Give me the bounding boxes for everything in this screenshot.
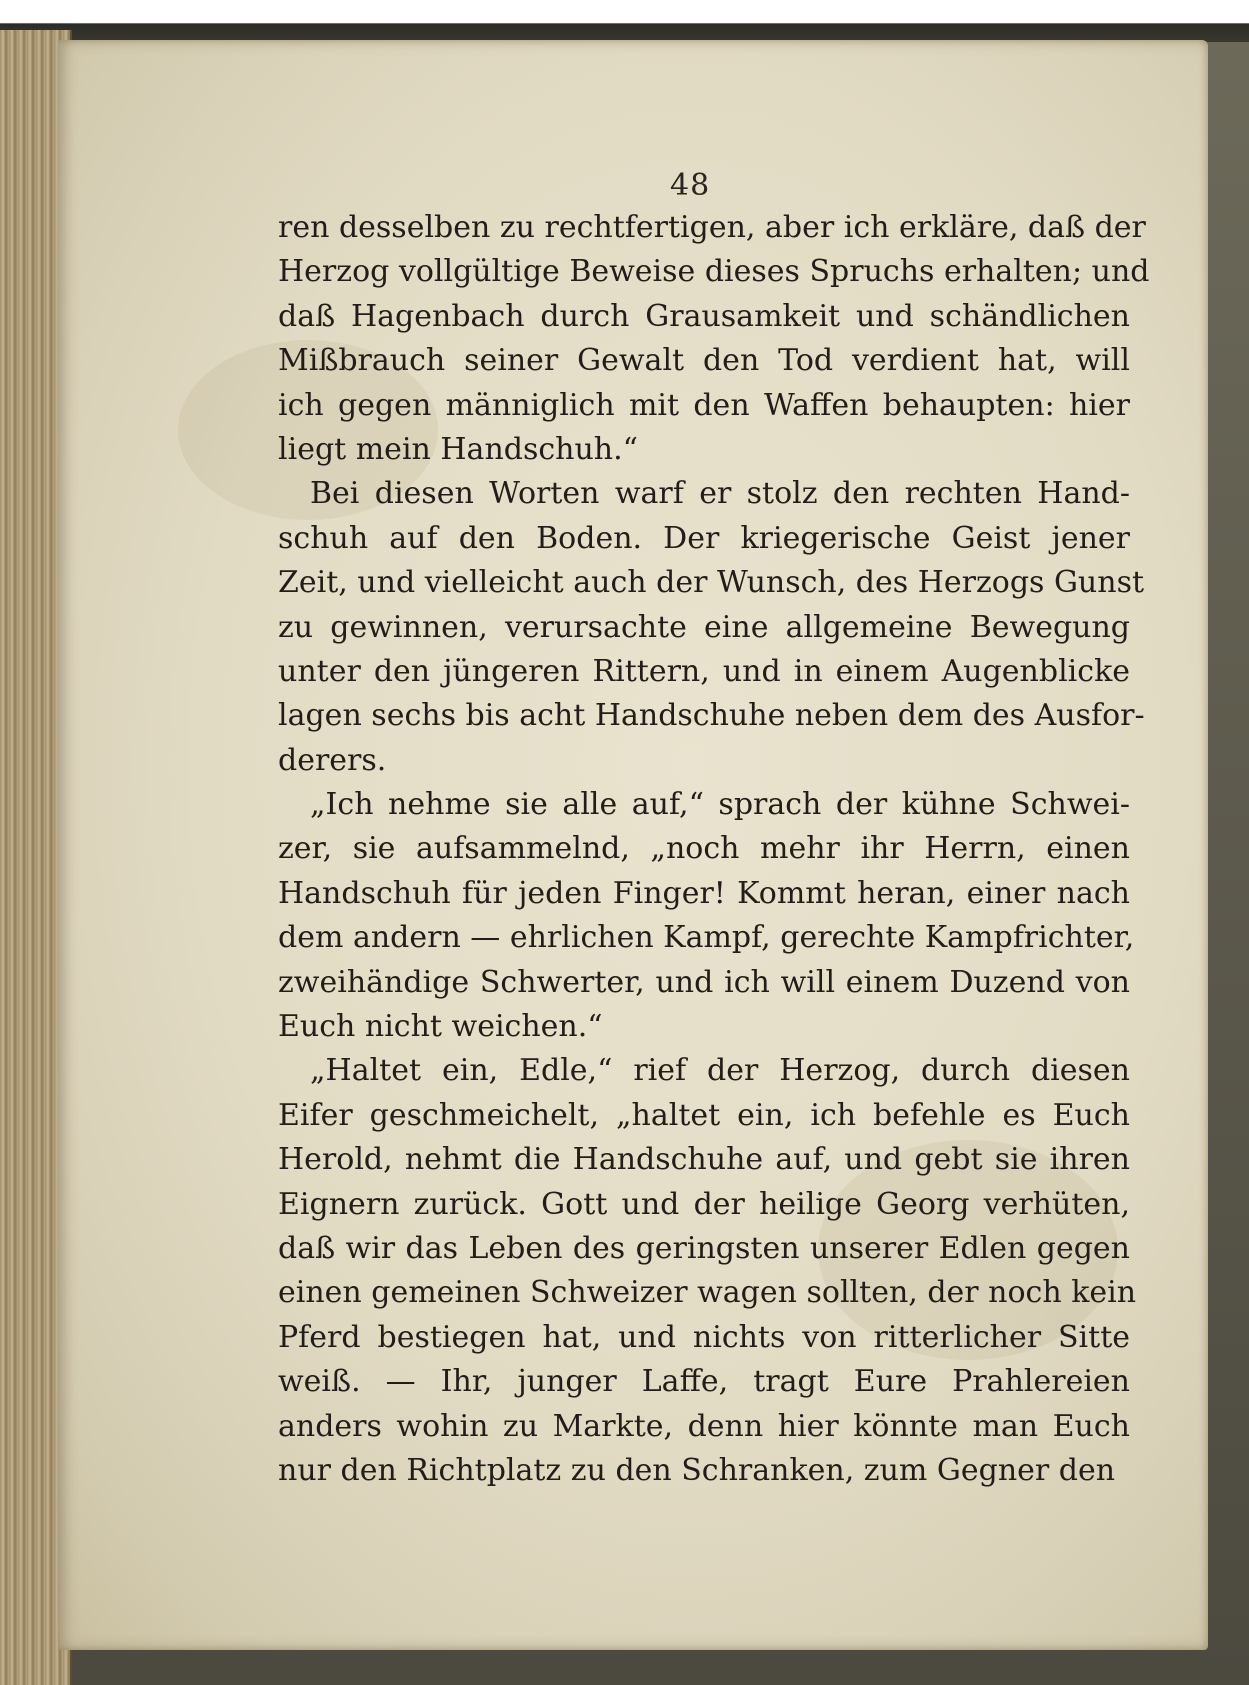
top-band bbox=[0, 0, 1249, 42]
text-line: ren desselben zu rechtfertigen, aber ich erkläre, daß der bbox=[278, 210, 1146, 245]
text-line: unter den jüngeren Rittern, und in einem Augenblicke bbox=[278, 653, 1130, 689]
text-line: derers. bbox=[278, 742, 387, 778]
text-line: weiß. — Ihr, junger Laffe, tragt Eure Prahlereien bbox=[278, 1364, 1130, 1400]
text-line: daß Hagenbach durch Grausamkeit und schändlichen bbox=[278, 298, 1130, 334]
text-line: Eignern zurück. Gott und der heilige Georg verhüten, bbox=[278, 1186, 1130, 1222]
page-number: 48 bbox=[670, 168, 711, 203]
paragraph bbox=[278, 206, 1150, 472]
text-line: anders wohin zu Markte, denn hier könnte man Euch bbox=[278, 1408, 1130, 1444]
paragraph bbox=[278, 472, 1145, 783]
paragraph bbox=[278, 783, 1135, 1049]
text-line: dem andern — ehrlichen Kampf, gerechte Kampfrichter, bbox=[278, 920, 1135, 956]
text-line: Handschuh für jeden Finger! Kommt heran, einer nach bbox=[278, 875, 1130, 911]
text-line: „Haltet ein, Edle,“ rief der Herzog, durch diesen bbox=[310, 1053, 1130, 1089]
paragraph bbox=[278, 1049, 1137, 1493]
text-line: schuh auf den Boden. Der kriegerische Geist jener bbox=[278, 520, 1130, 556]
text-line: einen gemeinen Schweizer wagen sollten, der noch kein bbox=[278, 1275, 1137, 1311]
text-line: zweihändige Schwerter, und ich will einem Duzend von bbox=[278, 964, 1130, 1000]
text-line: zu gewinnen, verursachte eine allgemeine Bewegung bbox=[278, 609, 1130, 645]
text-line: Eifer geschmeichelt, „haltet ein, ich befehle es Euch bbox=[278, 1097, 1130, 1133]
text-line: Herzog vollgültige Beweise dieses Spruchs erhalten; und bbox=[278, 254, 1150, 290]
text-line: Euch nicht weichen.“ bbox=[278, 1009, 603, 1045]
text-line: Herold, nehmt die Handschuhe auf, und gebt sie ihren bbox=[278, 1142, 1130, 1178]
text-line: liegt mein Handschuh.“ bbox=[278, 431, 638, 467]
text-line: ich gegen männiglich mit den Waffen behaupten: hier bbox=[278, 387, 1130, 423]
text-line: daß wir das Leben des geringsten unserer Edlen gegen bbox=[278, 1230, 1130, 1266]
text-line: zer, sie aufsammelnd, „noch mehr ihr Herrn, einen bbox=[278, 831, 1130, 867]
text-line: nur den Richtplatz zu den Schranken, zum Gegner den bbox=[278, 1452, 1116, 1488]
text-line: Zeit, und vielleicht auch der Wunsch, des Herzogs Gunst bbox=[278, 565, 1145, 601]
text-line: Bei diesen Worten warf er stolz den rechten Hand- bbox=[310, 476, 1130, 512]
text-line: lagen sechs bis acht Handschuhe neben dem des Ausfor- bbox=[278, 698, 1145, 734]
text-line: Mißbrauch seiner Gewalt den Tod verdient hat, will bbox=[278, 343, 1130, 379]
body-text bbox=[278, 206, 1150, 1493]
text-line: „Ich nehme sie alle auf,“ sprach der kühne Schwei- bbox=[310, 787, 1130, 823]
text-line: Pferd bestiegen hat, und nichts von ritterlicher Sitte bbox=[278, 1319, 1130, 1355]
